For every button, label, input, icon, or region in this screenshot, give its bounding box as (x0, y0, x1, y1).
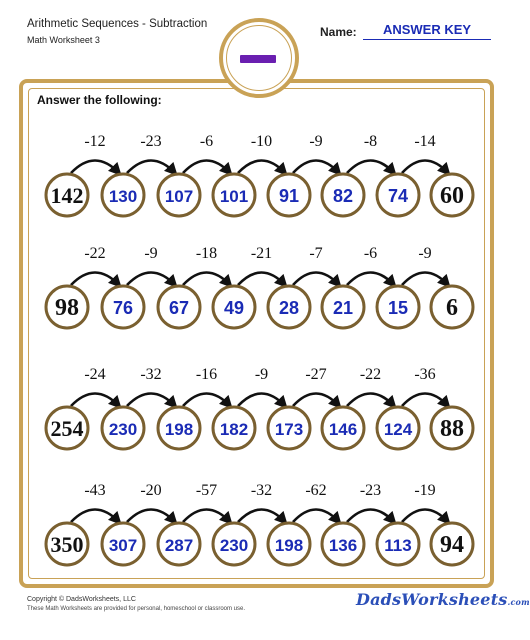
step-label: -9 (418, 245, 432, 262)
step-label: -23 (359, 482, 382, 499)
step-arrow (238, 273, 285, 286)
step-arrow (402, 510, 448, 523)
step-label: -36 (414, 366, 436, 383)
step-arrow (183, 161, 230, 174)
step-arrow (127, 161, 175, 174)
step-arrow (183, 394, 230, 407)
step-arrow (238, 161, 285, 174)
worksheet-subtitle: Math Worksheet 3 (27, 35, 100, 45)
answer-number: 21 (332, 298, 354, 318)
answer-number: 146 (328, 420, 358, 439)
sequence-row (46, 366, 473, 449)
step-arrow (183, 273, 230, 286)
step-arrow (347, 510, 394, 523)
step-label: -8 (363, 133, 378, 150)
step-label: -6 (199, 133, 214, 150)
step-arrow (293, 161, 339, 174)
instruction-text: Answer the following: (37, 93, 162, 107)
answer-number: 67 (168, 298, 190, 318)
answer-number: 91 (278, 186, 300, 206)
answer-number: 130 (108, 187, 138, 206)
answer-number: 287 (164, 536, 194, 555)
step-label: -24 (84, 366, 106, 383)
answer-number: 173 (274, 420, 304, 439)
answer-number: 76 (112, 298, 134, 318)
answer-number: 49 (223, 298, 245, 318)
step-label: -16 (195, 366, 218, 383)
answer-number: 82 (332, 186, 354, 206)
given-number: 60 (440, 183, 464, 209)
footer-copyright: Copyright © DadsWorksheets, LLC (27, 596, 136, 603)
step-arrow (293, 510, 339, 523)
step-arrow (402, 394, 448, 407)
step-arrow (127, 273, 175, 286)
worksheet-title: Arithmetic Sequences - Subtraction (27, 18, 208, 30)
answer-number: 230 (219, 536, 249, 555)
step-label: -18 (195, 245, 218, 262)
step-arrow (71, 510, 119, 523)
sequence-row (46, 245, 473, 328)
dadsworksheets-logo (356, 590, 530, 609)
step-arrow (71, 161, 119, 174)
sequence-row (46, 133, 473, 216)
step-arrow (238, 394, 285, 407)
step-label: -10 (250, 133, 273, 150)
step-label: -32 (140, 366, 162, 383)
answer-number: 124 (383, 420, 413, 439)
answer-number: 307 (108, 536, 138, 555)
step-arrow (402, 273, 448, 286)
answer-number: 101 (219, 187, 249, 206)
step-label: -7 (309, 245, 323, 262)
step-label: -32 (250, 482, 273, 499)
step-arrow (402, 161, 448, 174)
step-arrow (238, 510, 285, 523)
step-label: -14 (414, 133, 436, 150)
step-arrow (71, 273, 119, 286)
step-label: -9 (309, 133, 323, 150)
step-arrow (293, 273, 339, 286)
answer-number: 28 (278, 298, 300, 318)
step-arrow (127, 510, 175, 523)
step-label: -21 (250, 245, 273, 262)
logo-suffix: .com (507, 597, 530, 607)
sequence-row (46, 482, 473, 565)
step-label: -22 (359, 366, 382, 383)
answer-number: 198 (274, 536, 304, 555)
step-label: -23 (140, 133, 162, 150)
answer-number: 74 (387, 186, 409, 206)
step-arrow (183, 510, 230, 523)
given-number: 98 (55, 295, 79, 321)
step-label: -6 (363, 245, 378, 262)
step-label: -57 (195, 482, 218, 499)
logo-text: DadsWorksheets (356, 590, 508, 609)
step-arrow (347, 394, 394, 407)
step-label: -43 (84, 482, 106, 499)
answer-number: 230 (108, 420, 138, 439)
given-number: 6 (446, 295, 458, 321)
step-label: -20 (140, 482, 162, 499)
step-label: -9 (144, 245, 158, 262)
answer-number: 182 (219, 420, 249, 439)
answer-number: 198 (164, 420, 194, 439)
step-label: -12 (84, 133, 106, 150)
step-arrow (347, 273, 394, 286)
answer-number: 113 (384, 536, 412, 555)
answer-number: 107 (164, 187, 194, 206)
given-number: 88 (440, 416, 464, 442)
step-arrow (347, 161, 394, 174)
given-number: 350 (50, 532, 84, 557)
name-label: Name: (320, 25, 357, 39)
step-label: -9 (254, 366, 269, 383)
step-arrow (71, 394, 119, 407)
given-number: 142 (50, 183, 84, 208)
step-label: -22 (84, 245, 106, 262)
step-arrow (127, 394, 175, 407)
answer-number: 136 (328, 536, 358, 555)
given-number: 94 (440, 532, 464, 558)
given-number: 254 (50, 416, 84, 441)
step-arrow (293, 394, 339, 407)
footer-note: These Math Worksheets are provided for personal, homeschool or classroom use. (27, 606, 245, 612)
answer-key-field: ANSWER KEY (363, 22, 491, 40)
answer-number: 15 (387, 298, 409, 318)
step-label: -19 (414, 482, 436, 499)
step-label: -62 (305, 482, 327, 499)
step-label: -27 (305, 366, 327, 383)
